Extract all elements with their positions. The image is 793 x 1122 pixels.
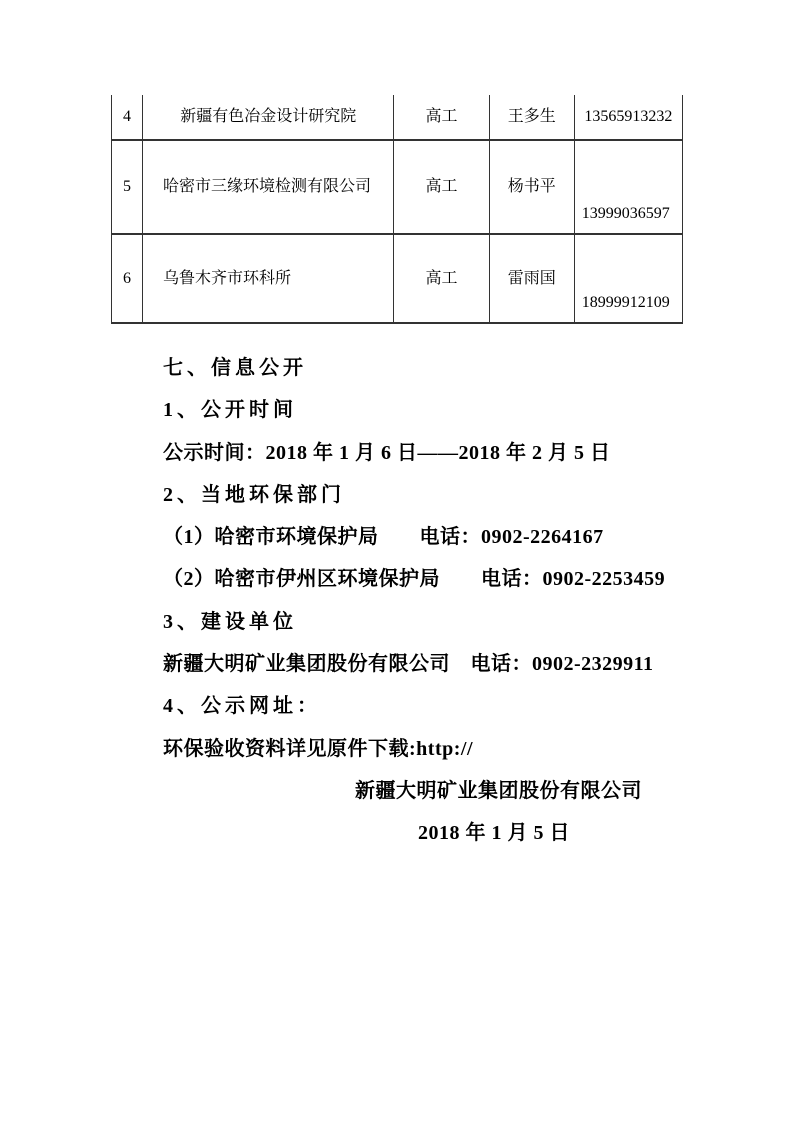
item3-title: 3、建设单位 [163,610,297,633]
title-cell: 高工 [394,140,489,234]
item1-publicity-period: 公示时间：2018 年 1 月 6 日——2018 年 2 月 5 日 [163,441,611,464]
title-cell: 高工 [394,234,489,323]
table-row [112,234,683,323]
item4-title: 4、公示网址： [163,695,321,718]
row-index-cell: 4 [112,95,143,140]
phone-cell: 13565913232 [574,95,682,140]
info-disclosure-section [163,347,763,855]
item2-epa-hami: （1）哈密市环境保护局 电话：0902-2264167 [163,526,604,549]
item2-title: 2、当地环保部门 [163,483,345,506]
phone-cell: 13999036597 [574,140,682,234]
item3-company-phone: 新疆大明矿业集团股份有限公司 电话：0902-2329911 [163,653,654,676]
organization-cell: 乌鲁木齐市环科所 [143,234,394,323]
signature-date: 2018 年 1 月 5 日 [418,822,570,845]
contact-name-cell: 杨书平 [489,140,574,234]
signature-company: 新疆大明矿业集团股份有限公司 [355,779,642,802]
item4-url-note: 环保验收资料详见原件下载:http:// [163,737,473,760]
item1-title: 1、公开时间 [163,399,297,422]
phone-cell: 18999912109 [574,234,682,323]
item2-epa-yizhou: （2）哈密市伊州区环境保护局 电话：0902-2253459 [163,568,666,591]
contact-name-cell: 雷雨国 [489,234,574,323]
organization-cell: 新疆有色冶金设计研究院 [143,95,394,140]
title-cell: 高工 [394,95,489,140]
row-index-cell: 6 [112,234,143,323]
table-row [112,140,683,234]
organization-cell: 哈密市三缘环境检测有限公司 [143,140,394,234]
contact-name-cell: 王多生 [489,95,574,140]
table-row [112,95,683,140]
expert-contact-table [111,95,683,324]
section-heading: 七、信息公开 [163,357,307,379]
row-index-cell: 5 [112,140,143,234]
